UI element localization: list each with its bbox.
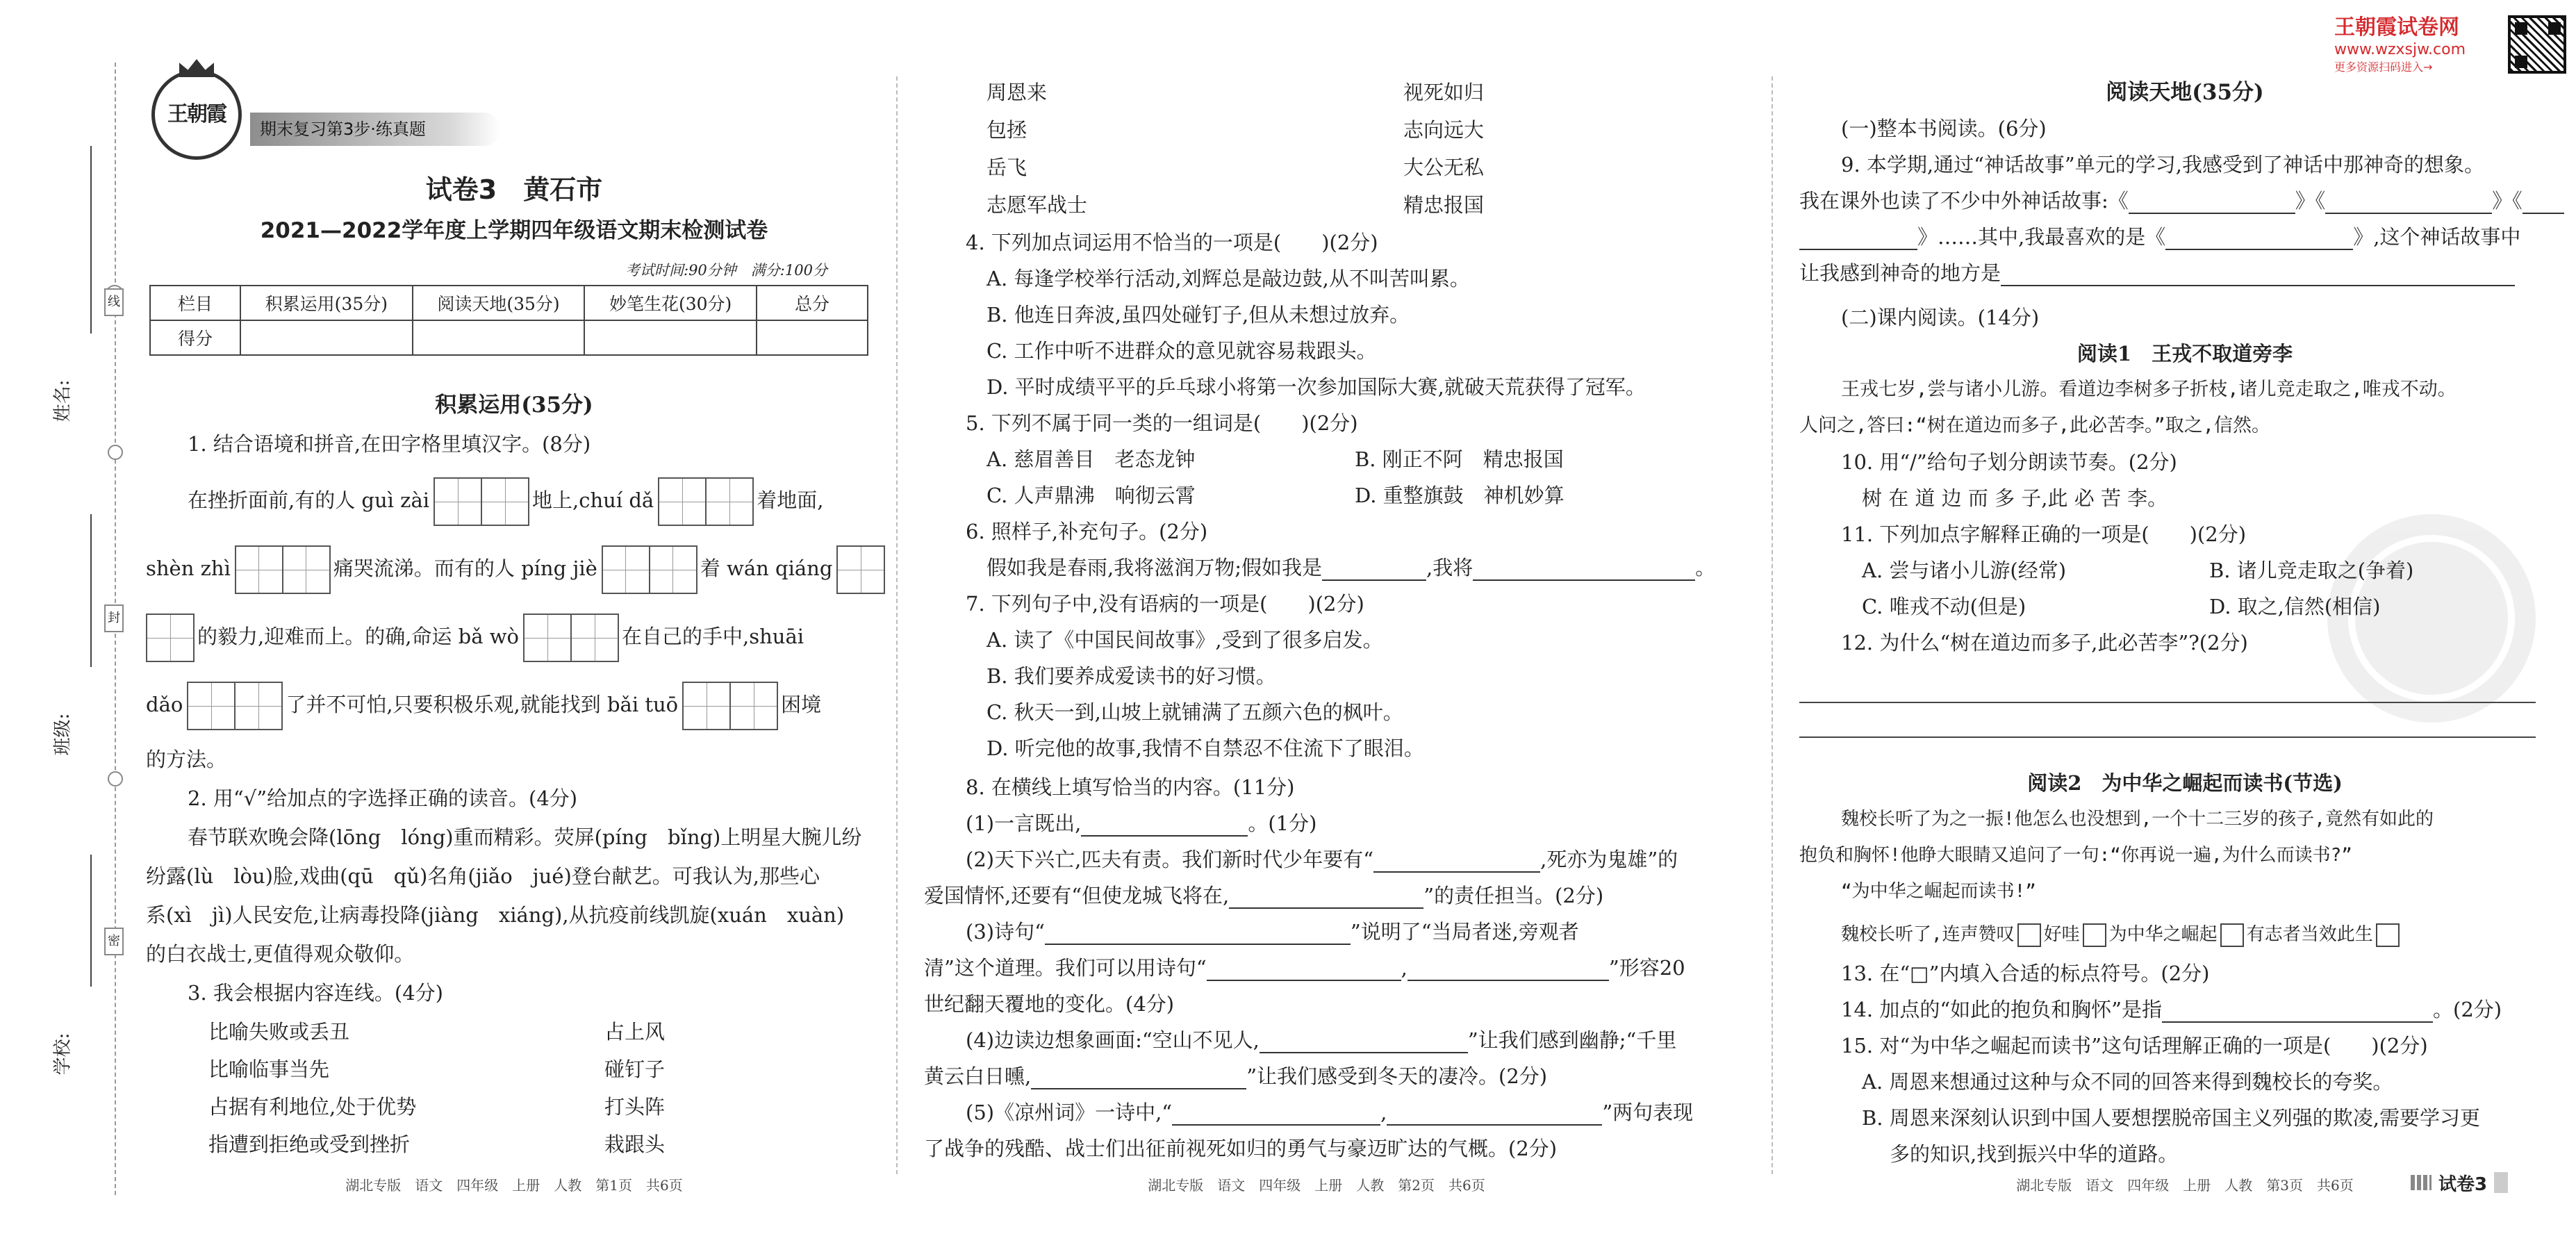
reading1-passage-2: 人问之,答曰:“树在道边而多子,此必苦李。”取之,信然。 [1799,415,2271,436]
q9-text: 》……其中,我最喜欢的是《 [1917,225,2166,249]
score-cell[interactable] [584,320,757,355]
q9-blank[interactable] [2001,263,2515,286]
q2-line-1: 春节联欢晚会降(lōng lóng)重而精彩。荧屏(píng bǐng)上明星大腕儿纷 [188,825,862,849]
q13-title: 13. 在“□”内填入合适的标点符号。(2分) [1841,962,2210,985]
q1-grid[interactable] [235,545,329,594]
q1-text: shèn zhì [146,557,231,580]
q3-trait: 精忠报国 [1403,193,1485,217]
q9-line-4 [1799,254,2515,292]
score-header-reading: 阅读天地(35分) [413,286,585,320]
q3-match-list [208,1013,799,1163]
q1-grid[interactable] [602,545,696,594]
q6-blank-1[interactable] [1322,557,1426,581]
q3-match-row[interactable] [986,111,1612,149]
q1-text: 痛哭流涕。而有的人 píng jiè [333,557,597,580]
q9-blank[interactable] [2165,227,2353,250]
q3-trait: 志向远大 [1403,118,1485,142]
q8-s3-line1 [966,913,1579,950]
school-underline [90,855,92,987]
q3-match-row[interactable] [208,1088,799,1126]
q1-text: 了并不可怕,只要积极乐观,就能找到 bǎi tuō [286,693,679,716]
q2-line-2: 纷露(lù lòu)脸,戏曲(qū qǔ)名角(jiǎo jué)登台献艺。可我认为,那些心 [146,864,820,888]
q8-text: (2)天下兴亡,匹夫有责。我们新时代少年要有“ [966,848,1374,871]
name-field[interactable] [52,327,97,466]
fold-circle-1 [108,445,123,460]
q9-blank[interactable] [2325,190,2492,214]
q8-blank[interactable] [1081,813,1248,837]
q1-line-2 [146,541,888,596]
punctuation-box[interactable] [2083,923,2106,947]
paper-tag-bar [2494,1172,2508,1193]
q9-text: 我在课外也读了不少中外神话故事:《 [1799,189,2129,213]
q1-text: 的毅力,迎难而上。的确,命运 bǎ wò [197,625,520,648]
punctuation-box[interactable] [2376,923,2400,947]
page-2 [924,0,1716,1243]
exam-info: 考试时间:90分钟 满分:100分 [625,262,827,279]
q14-text: 。(2分) [2433,998,2502,1021]
fold-circle-2 [108,771,123,787]
q4-option-d[interactable]: D. 平时成绩平平的乒乓球小将第一次参加国际大赛,就破天荒获得了冠军。 [986,375,1646,399]
q9-text: 》,这个神话故事中 [2353,225,2521,249]
q3-left-item: 比喻失败或丢丑 [208,1020,350,1044]
fold-box-3: 密 [104,928,124,955]
q1-grid[interactable] [146,614,193,662]
q6-text: 。 [1695,556,1716,579]
page-3 [1799,0,2570,1243]
q15-option-b[interactable]: B. 周恩来深刻认识到中国人要想摆脱帝国主义列强的欺凌,需要学习更 [1862,1106,2480,1130]
q8-s1 [966,805,1316,842]
fold-box-2: 封 [104,604,124,632]
q1-grid[interactable] [836,545,884,594]
q3-left-item: 比喻临事当先 [208,1057,330,1081]
q14-line [1841,991,2502,1028]
q8-text: ”说明了“当局者迷,旁观者 [1350,920,1579,944]
part1-title: (一)整本书阅读。(6分) [1841,117,2047,140]
paper-tag-label: 试卷3 [2438,1174,2488,1195]
q9-line-1: 9. 本学期,通过“神话故事”单元的学习,我感受到了神话中那神奇的想象。 [1841,153,2484,176]
q12-title: 12. 为什么“树在道边而多子,此必苦李”?(2分) [1841,631,2248,655]
q1-grid[interactable] [187,682,281,730]
class-label: 班级: [52,713,74,756]
q8-blank[interactable] [1260,1030,1468,1053]
page-divider-2 [1772,76,1773,1174]
q7-option-a[interactable]: A. 读了《中国民间故事》,受到了很多启发。 [986,628,1383,652]
q5-option-d[interactable]: D. 重整旗鼓 神机妙算 [1355,484,1564,507]
score-cell[interactable] [240,320,413,355]
q8-text: (1)一言既出, [966,812,1082,835]
reading2-text: 魏校长听了,连声赞叹 [1841,924,2015,945]
q1-text: 地上,chuí dǎ [532,488,654,512]
reading2-passage-1: 魏校长听了为之一振!他怎么也没想到,一个十二三岁的孩子,竟然有如此的 [1841,809,2434,830]
q7-title: 7. 下列句子中,没有语病的一项是( )(2分) [966,592,1364,616]
q3-left-item: 指遭到拒绝或受到挫折 [208,1133,411,1156]
q8-blank[interactable] [1031,1066,1246,1089]
page-divider-1 [896,76,898,1174]
q8-text: 黄云白日曛, [924,1064,1032,1088]
q8-blank[interactable] [1229,885,1423,909]
q3-match-row[interactable] [208,1013,799,1051]
q3-right-item: 栽跟头 [604,1133,666,1156]
q2-line-3: 系(xì jì)人民安危,让病毒投降(jiàng xiáng),从抗疫前线凯旋(xuán xuàn) [146,903,845,927]
page-2-footer: 湖北专版 语文 四年级 上册 人教 第2页 共6页 [1148,1177,1485,1194]
class-underline [90,514,92,667]
fold-box-1: 线 [104,288,124,316]
q11-option-d[interactable]: D. 取之,信然(相信) [2209,595,2381,618]
paper-tag-icon [2411,1175,2431,1190]
q3-left-item: 占据有利地位,处于优势 [208,1095,417,1119]
q1-grid[interactable] [523,614,618,662]
qr-code-icon[interactable] [2508,15,2566,74]
reading2-passage-4 [1841,916,2402,953]
q8-blank[interactable] [1045,921,1351,945]
q6-blank-2[interactable] [1473,557,1695,581]
q6-text: ,我将 [1426,556,1473,579]
q10-sentence[interactable]: 树 在 道 边 而 多 子,此 必 苦 李。 [1862,486,2168,510]
reading2-text: 为中华之崛起 [2108,924,2218,945]
q8-s3-line3: 世纪翻天覆地的变化。(4分) [924,992,1175,1016]
watermark-brand: 王朝霞试卷网 [2334,15,2459,40]
q9-line-3 [1799,218,2520,256]
q8-text: (4)边读边想象画面:“空山不见人, [966,1028,1260,1052]
reading2-passage-3: “为中华之崛起而读书!” [1841,881,2036,902]
q3-right-item: 占上风 [604,1020,666,1044]
reading2-text: 好哇 [2043,924,2080,945]
q9-blank[interactable] [2523,190,2564,214]
reading1-title: 阅读1 王戎不取道旁李 [2077,342,2293,365]
q10-title: 10. 用“/”给句子划分朗读节奏。(2分) [1841,450,2177,474]
q11-option-a[interactable]: A. 尝与诸小儿游(经常) [1862,559,2067,582]
q1-line-5: 的方法。 [146,748,227,771]
q3-title: 3. 我会根据内容连线。(4分) [188,981,443,1005]
score-header-accumulation: 积累运用(35分) [240,286,413,320]
q8-text: 清”这个道理。我们可以用诗句“ [924,956,1207,980]
brand-logo [151,69,242,160]
q2-line-4: 的白衣战士,更值得观众敬仰。 [146,942,415,966]
q3-match-row[interactable] [208,1126,799,1163]
name-underline [90,146,92,334]
q4-option-c[interactable]: C. 工作中听不进群众的意见就容易栽跟头。 [986,339,1377,363]
q8-s5-line2: 了战争的残酷、战士们出征前视死如归的勇气与豪迈旷达的气概。(2分) [924,1137,1558,1160]
q8-s2-line1 [966,841,1678,878]
q12-answer-line-1[interactable] [1799,702,2536,703]
q11-option-b[interactable]: B. 诸儿竞走取之(争着) [2209,559,2414,582]
page-1-footer: 湖北专版 语文 四年级 上册 人教 第1页 共6页 [345,1177,683,1194]
reading2-title: 阅读2 为中华之崛起而读书(节选) [2027,771,2343,795]
page-1 [146,0,882,1243]
logo-crown-icon [179,59,214,77]
step-banner [250,113,500,146]
q9-text: 让我感到神奇的地方是 [1799,261,2001,285]
step-banner-text: 期末复习第3步·练真题 [260,120,426,139]
q4-option-a[interactable]: A. 每逢学校举行活动,刘辉总是敲边鼓,从不叫苦叫累。 [986,267,1470,290]
paper-subtitle: 2021—2022学年度上学期四年级语文期末检测试卷 [260,218,768,243]
q8-blank[interactable] [1373,849,1540,873]
q3-person: 志愿军战士 [986,193,1088,217]
watermark-tip: 更多资源扫码进入→ [2334,60,2433,74]
q3-right-item: 打头阵 [604,1095,666,1119]
q8-text: 爱国情怀,还要有“但使龙城飞将在, [924,884,1230,907]
reading2-text: 有志者当效此生 [2246,924,2373,945]
q3-person: 岳飞 [986,156,1027,179]
q1-line-1 [188,472,823,528]
q3-match-row[interactable] [986,149,1612,186]
q1-text: 着地面, [757,488,824,512]
q8-s4-line2 [924,1057,1547,1095]
q3-match-row[interactable] [986,74,1612,111]
q1-grid[interactable] [434,477,528,526]
q3-trait: 视死如归 [1403,81,1485,104]
watermark-url: www.wzxsjw.com [2334,41,2466,58]
score-table [149,285,868,356]
q8-text: ”的责任担当。(2分) [1423,884,1604,907]
q6-line [986,549,1715,586]
q8-text: , [1401,956,1407,980]
paper-tag [2411,1169,2508,1196]
q9-blank[interactable] [1799,227,1917,250]
q1-title: 1. 结合语境和拼音,在田字格里填汉字。(8分) [188,432,591,456]
name-label: 姓名: [52,379,74,422]
q8-text: (5)《凉州词》一诗中,“ [966,1101,1173,1124]
q3-right-item: 碰钉子 [604,1057,666,1081]
page-3-footer: 湖北专版 语文 四年级 上册 人教 第3页 共6页 [2016,1177,2354,1194]
part2-title: (二)课内阅读。(14分) [1841,306,2040,329]
q1-text: 着 wán qiáng [700,557,833,580]
score-row-label: 得分 [150,320,240,355]
logo-text: 王朝霞 [167,102,226,126]
score-header-category: 栏目 [150,286,240,320]
q6-title: 6. 照样子,补充句子。(2分) [966,520,1208,543]
q5-option-b[interactable]: B. 刚正不阿 精忠报国 [1355,447,1564,471]
q1-line-4 [146,677,821,732]
q1-grid[interactable] [658,477,752,526]
q9-line-2 [1799,182,2564,220]
q8-blank[interactable] [1172,1102,1380,1126]
q8-title: 8. 在横线上填写恰当的内容。(11分) [966,775,1295,799]
q11-option-c[interactable]: C. 唯戎不动(但是) [1862,595,2026,618]
q3-person: 包拯 [986,118,1027,142]
paper-title: 试卷3 黄石市 [425,174,603,205]
q3-match-continued [986,74,1612,224]
q12-answer-line-2[interactable] [1799,736,2536,738]
q8-s5-line1 [966,1094,1693,1131]
q8-s2-line2 [924,877,1603,914]
q9-blank[interactable] [2129,190,2295,214]
q9-text: 》《 [2492,189,2523,213]
q2-title: 2. 用“√”给加点的字选择正确的读音。(4分) [188,787,578,810]
punctuation-box[interactable] [2220,923,2244,947]
q5-option-c[interactable]: C. 人声鼎沸 响彻云霄 [986,484,1196,507]
reading2-passage-2: 抱负和胸怀!他睁大眼睛又追问了一句:“你再说一遍,为什么而读书?” [1799,845,2352,866]
q8-text: ,死亦为鬼雄”的 [1540,848,1678,871]
q3-person: 周恩来 [986,81,1048,104]
q6-text: 假如我是春雨,我将滋润万物;假如我是 [986,556,1322,579]
score-cell[interactable] [757,320,868,355]
q14-blank[interactable] [2162,999,2433,1023]
q5-title: 5. 下列不属于同一类的一组词是( )(2分) [966,411,1358,435]
q1-grid[interactable] [682,682,777,730]
q11-title: 11. 下列加点字解释正确的一项是( )(2分) [1841,522,2247,546]
reading1-passage-1: 王戎七岁,尝与诸小儿游。看道边李树多子折枝,诸儿竞走取之,唯戎不动。 [1841,379,2457,400]
q8-text: 。(1分) [1248,812,1317,835]
q9-text: 》《 [2295,189,2326,213]
q8-s3-line2 [924,949,1685,987]
q5-option-a[interactable]: A. 慈眉善目 老态龙钟 [986,447,1196,471]
score-cell[interactable] [413,320,585,355]
q4-title: 4. 下列加点词运用不恰当的一项是( )(2分) [966,231,1378,254]
school-field[interactable] [52,980,97,1119]
section-title-accumulation: 积累运用(35分) [435,393,593,418]
q8-text: , [1380,1101,1387,1124]
q8-text: (3)诗句“ [966,920,1045,944]
punctuation-box[interactable] [2017,923,2041,947]
q15-title: 15. 对“为中华之崛起而读书”这句话理解正确的一项是( )(2分) [1841,1034,2428,1057]
q14-text: 14. 加点的“如此的抱负和胸怀”是指 [1841,998,2162,1021]
q1-text: 困境 [781,693,822,716]
score-header-writing: 妙笔生花(30分) [584,286,757,320]
q1-line-3 [146,609,804,664]
q8-blank[interactable] [1407,957,1609,981]
q1-text: 在挫折面前,有的人 guì zài [188,488,430,512]
binding-margin [0,0,132,1243]
q8-text: ”让我们感受到冬天的凄冷。(2分) [1246,1064,1548,1088]
q8-blank[interactable] [1207,957,1401,981]
q8-text: ”让我们感到幽静;“千里 [1467,1028,1677,1052]
q1-text: 在自己的手中,shuāi [622,625,804,648]
q15-option-a[interactable]: A. 周恩来想通过这种与众不同的回答来得到魏校长的夸奖。 [1862,1070,2393,1094]
q8-blank[interactable] [1387,1102,1602,1126]
q8-text: ”形容20 [1608,956,1685,980]
q8-text: ”两句表现 [1602,1101,1694,1124]
q3-trait: 大公无私 [1403,156,1485,179]
score-header-total: 总分 [757,286,868,320]
q15-option-b-cont: 多的知识,找到振兴中华的道路。 [1890,1142,2179,1166]
q7-option-c[interactable]: C. 秋天一到,山坡上就铺满了五颜六色的枫叶。 [986,700,1403,724]
school-label: 学校: [52,1032,74,1076]
q8-s4-line1 [966,1021,1676,1059]
q7-option-b[interactable]: B. 我们要养成爱读书的好习惯。 [986,664,1276,688]
class-field[interactable] [52,660,97,799]
section-title-reading: 阅读天地(35分) [2106,80,2264,105]
q1-text: dǎo [146,693,183,716]
q4-option-b[interactable]: B. 他连日奔波,虽四处碰钉子,但从未想过放弃。 [986,303,1410,327]
q3-match-row[interactable] [986,186,1612,224]
q7-option-d[interactable]: D. 听完他的故事,我情不自禁忍不住流下了眼泪。 [986,736,1424,760]
q3-match-row[interactable] [208,1051,799,1088]
